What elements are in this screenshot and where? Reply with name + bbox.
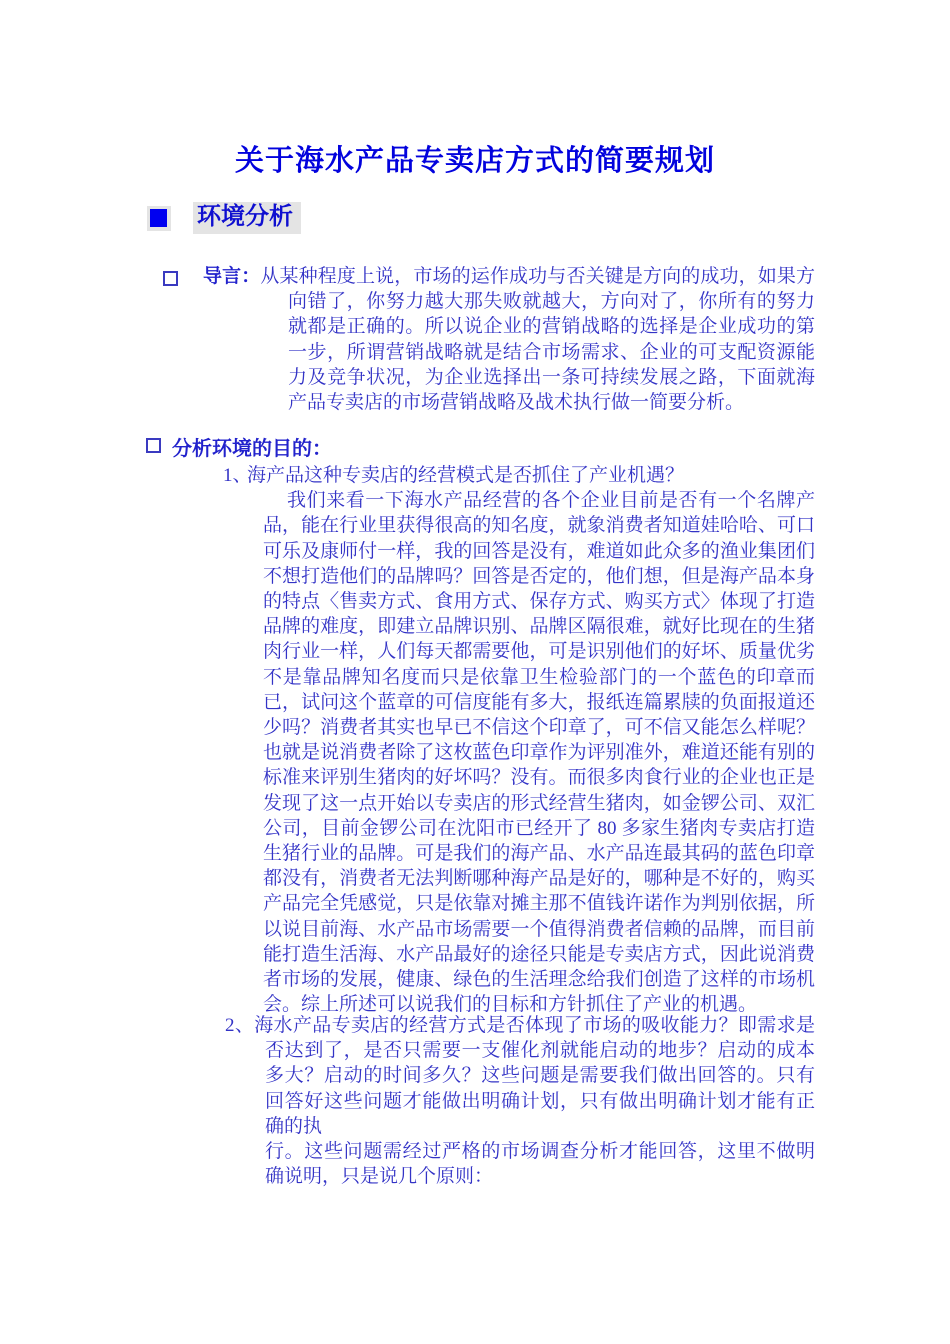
- intro-paragraph: [203, 264, 815, 415]
- purpose-heading-row: [146, 437, 332, 462]
- section-heading-row: [147, 202, 301, 234]
- list-item-2: [225, 1013, 815, 1189]
- section-heading: 环境分析: [193, 202, 301, 234]
- list-item-2-paragraph: 行。这些问题需经过严格的市场调查分析才能回答，这里不做明确说明，只是说几个原则：: [265, 1141, 815, 1188]
- list-item-1: [223, 463, 816, 1017]
- list-item-2-text-block: [225, 1013, 815, 1139]
- list-item-1-question-line: [223, 463, 816, 488]
- list-item-1-question: 海产品这种专卖店的经营模式是否抓住了产业机遇？: [247, 465, 685, 486]
- page-title: 关于海水产品专卖店方式的简要规划: [234, 145, 715, 178]
- list-item-1-paragraph: 我们来看一下海水产品经营的各个企业目前是否有一个名牌产品，能在行业里获得很高的知名度，就象消费者知道娃哈哈、可口可乐及康师付一样，我的回答是没有，难道如此众多的渔业集团们不想打造他们的品牌吗？回答是否定的，他们想，但是海产品本身的特点〈售卖方式、食用方式、保存方式、购买方式〉体现了打造品牌的难度，即建立品牌识别、品牌区隔很难，就好比现在的生猪肉行业一样，人们每天都需要他，可是识别他们的好坏、质量优劣不是靠品牌知名度而只是依靠卫生检验部门的一个蓝色的印章而已，试问这个蓝章的可信度能有多大，报纸连篇累牍的负面报道还少吗？消费者其实也早已不信这个印章了，可不信又能怎么样呢？也就是说消费者除了这枚蓝色印章作为评别准外，难道还能有别的标准来评别生猪肉的好坏吗？没有。而很多肉食行业的企业也正是发现了这一点开始以专卖店的形式经营生猪肉，如金锣公司、双汇公司，目前金锣公司在沈阳市已经开了 80 多家生猪肉专卖店打造生猪行业的品牌。可是我们的海产品、水产品连最其码的蓝色印章都没有，消费者无法判断哪种海产品是好的，哪种是不好的，购买产品完全凭感觉，只是依靠对摊主那不值钱许诺作为判别依据，所以说目前海、水产品市场需要一个值得消费者信赖的品牌，而目前能打造生活海、水产品最好的途径只能是专卖店方式，因此说消费者市场的发展，健康、绿色的生活理念给我们创造了这样的市场机会。综上所述可以说我们的目标和方针抓住了产业的机遇。: [263, 490, 815, 1016]
- list-item-2-text: 海水产品专卖店的经营方式是否体现了市场的吸收能力？即需求是否达到了，是否只需要一支催化剂就能启动的地步？启动的成本多大？启动的时间多久？这些问题是需要我们做出回答的。只有回答好这些问题才能做出明确计划，只有做出明确计划才能有正确的执: [254, 1015, 815, 1137]
- intro-label: 导言：: [203, 266, 261, 287]
- hollow-square-icon: [163, 271, 178, 286]
- intro-text: 从某种程度上说，市场的运作成功与否关键是方向的成功，如果方向错了，你努力越大那失败就越大，方向对了，你所有的努力就都是正确的。所以说企业的营销战略的选择是企业成功的第一步，所谓营销战略就是结合市场需求、企业的可支配资源能力及竞争状况，为企业选择出一条可持续发展之路，下面就海产品专卖店的市场营销战略及战术执行做一简要分析。: [260, 266, 815, 414]
- list-item-2-number: 2、: [225, 1015, 255, 1036]
- hollow-square-icon: [146, 438, 161, 453]
- filled-square-icon: [150, 209, 167, 227]
- purpose-label: 分析环境的目的：: [172, 438, 332, 460]
- list-item-1-number: 1、: [223, 465, 252, 486]
- section-marker-highlight: [147, 206, 171, 231]
